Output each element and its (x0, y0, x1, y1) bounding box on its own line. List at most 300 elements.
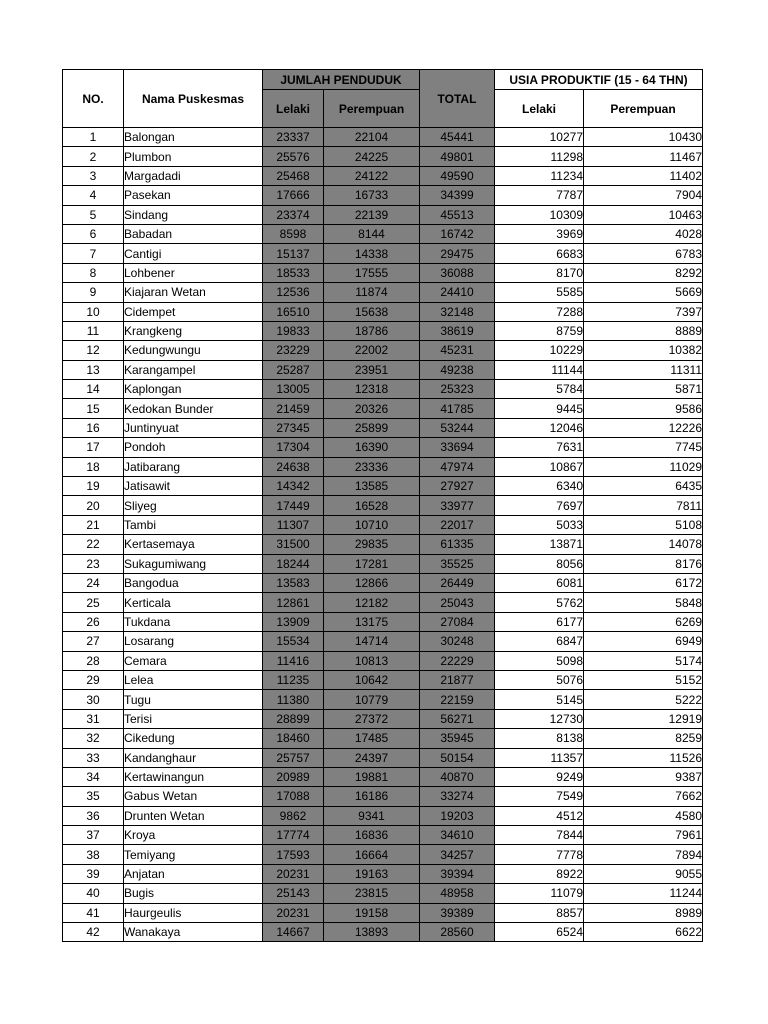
cell-no: 34 (63, 767, 124, 786)
cell-usia-lelaki: 10309 (495, 205, 584, 224)
cell-lelaki: 25576 (263, 147, 324, 166)
cell-usia-lelaki: 5762 (495, 593, 584, 612)
cell-lelaki: 18460 (263, 729, 324, 748)
cell-lelaki: 28899 (263, 709, 324, 728)
cell-usia-perempuan: 6172 (584, 573, 703, 592)
cell-lelaki: 25143 (263, 884, 324, 903)
cell-nama-puskesmas: Margadadi (124, 166, 263, 185)
cell-perempuan: 14338 (324, 244, 420, 263)
cell-perempuan: 16733 (324, 186, 420, 205)
cell-total: 34610 (420, 826, 495, 845)
cell-total: 27927 (420, 477, 495, 496)
cell-lelaki: 17304 (263, 438, 324, 457)
cell-perempuan: 17555 (324, 263, 420, 282)
table-row (63, 205, 703, 224)
cell-no: 1 (63, 128, 124, 147)
cell-total: 22159 (420, 690, 495, 709)
cell-perempuan: 13175 (324, 612, 420, 631)
cell-lelaki: 20231 (263, 903, 324, 922)
cell-total: 33977 (420, 496, 495, 515)
cell-no: 14 (63, 380, 124, 399)
cell-nama-puskesmas: Kaplongan (124, 380, 263, 399)
cell-usia-lelaki: 9249 (495, 767, 584, 786)
cell-no: 24 (63, 573, 124, 592)
cell-usia-lelaki: 10229 (495, 341, 584, 360)
cell-perempuan: 29835 (324, 535, 420, 554)
table-row (63, 651, 703, 670)
cell-usia-perempuan: 7894 (584, 845, 703, 864)
cell-no: 18 (63, 457, 124, 476)
cell-total: 25043 (420, 593, 495, 612)
cell-usia-lelaki: 8170 (495, 263, 584, 282)
cell-total: 26449 (420, 573, 495, 592)
table-row (63, 399, 703, 418)
cell-no: 9 (63, 283, 124, 302)
cell-lelaki: 25468 (263, 166, 324, 185)
table-row (63, 573, 703, 592)
cell-usia-lelaki: 12730 (495, 709, 584, 728)
cell-usia-lelaki: 8056 (495, 554, 584, 573)
population-table (62, 69, 703, 942)
cell-no: 12 (63, 341, 124, 360)
cell-nama-puskesmas: Cantigi (124, 244, 263, 263)
table-row (63, 283, 703, 302)
cell-total: 35525 (420, 554, 495, 573)
table-row (63, 670, 703, 689)
cell-nama-puskesmas: Cidempet (124, 302, 263, 321)
cell-total: 33694 (420, 438, 495, 457)
cell-no: 6 (63, 224, 124, 243)
cell-total: 45513 (420, 205, 495, 224)
cell-usia-perempuan: 6783 (584, 244, 703, 263)
cell-usia-perempuan: 7397 (584, 302, 703, 321)
cell-nama-puskesmas: Pondoh (124, 438, 263, 457)
cell-no: 28 (63, 651, 124, 670)
cell-no: 7 (63, 244, 124, 263)
cell-lelaki: 31500 (263, 535, 324, 554)
cell-no: 19 (63, 477, 124, 496)
cell-nama-puskesmas: Tukdana (124, 612, 263, 631)
cell-lelaki: 25287 (263, 360, 324, 379)
cell-perempuan: 14714 (324, 632, 420, 651)
cell-perempuan: 10642 (324, 670, 420, 689)
cell-usia-lelaki: 6683 (495, 244, 584, 263)
cell-usia-perempuan: 9055 (584, 864, 703, 883)
cell-usia-lelaki: 6524 (495, 923, 584, 942)
cell-lelaki: 23229 (263, 341, 324, 360)
cell-lelaki: 23337 (263, 128, 324, 147)
cell-nama-puskesmas: Kedokan Bunder (124, 399, 263, 418)
table-row (63, 612, 703, 631)
cell-perempuan: 13585 (324, 477, 420, 496)
cell-no: 29 (63, 670, 124, 689)
header-usia-perempuan: Perempuan (584, 90, 703, 128)
cell-total: 28560 (420, 923, 495, 942)
table-row (63, 903, 703, 922)
cell-usia-lelaki: 11357 (495, 748, 584, 767)
cell-nama-puskesmas: Balongan (124, 128, 263, 147)
table-row (63, 535, 703, 554)
cell-total: 45231 (420, 341, 495, 360)
cell-usia-perempuan: 5848 (584, 593, 703, 612)
cell-usia-perempuan: 11311 (584, 360, 703, 379)
cell-total: 47974 (420, 457, 495, 476)
cell-perempuan: 8144 (324, 224, 420, 243)
cell-lelaki: 21459 (263, 399, 324, 418)
cell-no: 22 (63, 535, 124, 554)
cell-perempuan: 24397 (324, 748, 420, 767)
table-row (63, 321, 703, 340)
table-row (63, 826, 703, 845)
cell-no: 37 (63, 826, 124, 845)
cell-usia-lelaki: 6081 (495, 573, 584, 592)
cell-usia-perempuan: 11526 (584, 748, 703, 767)
header-total: TOTAL (420, 70, 495, 128)
cell-lelaki: 17666 (263, 186, 324, 205)
cell-lelaki: 9862 (263, 806, 324, 825)
table-row (63, 360, 703, 379)
cell-usia-lelaki: 6340 (495, 477, 584, 496)
cell-lelaki: 13583 (263, 573, 324, 592)
table-row (63, 341, 703, 360)
table-row (63, 806, 703, 825)
table-row (63, 438, 703, 457)
cell-nama-puskesmas: Kertawinangun (124, 767, 263, 786)
cell-usia-lelaki: 7549 (495, 787, 584, 806)
cell-usia-perempuan: 5871 (584, 380, 703, 399)
cell-perempuan: 17485 (324, 729, 420, 748)
cell-nama-puskesmas: Losarang (124, 632, 263, 651)
cell-nama-puskesmas: Kroya (124, 826, 263, 845)
cell-total: 22229 (420, 651, 495, 670)
cell-usia-perempuan: 8292 (584, 263, 703, 282)
cell-perempuan: 13893 (324, 923, 420, 942)
table-row (63, 729, 703, 748)
cell-total: 25323 (420, 380, 495, 399)
cell-lelaki: 20989 (263, 767, 324, 786)
cell-no: 27 (63, 632, 124, 651)
cell-usia-perempuan: 8989 (584, 903, 703, 922)
cell-total: 49801 (420, 147, 495, 166)
cell-perempuan: 19158 (324, 903, 420, 922)
cell-usia-perempuan: 9387 (584, 767, 703, 786)
cell-perempuan: 25899 (324, 418, 420, 437)
cell-no: 17 (63, 438, 124, 457)
table-row (63, 263, 703, 282)
cell-no: 31 (63, 709, 124, 728)
cell-total: 29475 (420, 244, 495, 263)
cell-nama-puskesmas: Kiajaran Wetan (124, 283, 263, 302)
cell-nama-puskesmas: Jatibarang (124, 457, 263, 476)
cell-usia-lelaki: 10867 (495, 457, 584, 476)
table-row (63, 224, 703, 243)
cell-perempuan: 12866 (324, 573, 420, 592)
cell-lelaki: 12536 (263, 283, 324, 302)
cell-usia-perempuan: 11402 (584, 166, 703, 185)
cell-perempuan: 22002 (324, 341, 420, 360)
table-row (63, 477, 703, 496)
cell-total: 34399 (420, 186, 495, 205)
cell-total: 21877 (420, 670, 495, 689)
header-lelaki: Lelaki (263, 90, 324, 128)
cell-usia-perempuan: 7811 (584, 496, 703, 515)
cell-lelaki: 20231 (263, 864, 324, 883)
cell-no: 5 (63, 205, 124, 224)
cell-lelaki: 17449 (263, 496, 324, 515)
cell-lelaki: 11307 (263, 515, 324, 534)
cell-lelaki: 25757 (263, 748, 324, 767)
cell-usia-perempuan: 12919 (584, 709, 703, 728)
cell-lelaki: 14667 (263, 923, 324, 942)
cell-usia-lelaki: 10277 (495, 128, 584, 147)
cell-perempuan: 11874 (324, 283, 420, 302)
cell-total: 61335 (420, 535, 495, 554)
cell-usia-lelaki: 4512 (495, 806, 584, 825)
table-row (63, 244, 703, 263)
cell-usia-perempuan: 8259 (584, 729, 703, 748)
table-row (63, 787, 703, 806)
cell-perempuan: 16664 (324, 845, 420, 864)
cell-nama-puskesmas: Kertasemaya (124, 535, 263, 554)
cell-nama-puskesmas: Haurgeulis (124, 903, 263, 922)
cell-total: 53244 (420, 418, 495, 437)
cell-nama-puskesmas: Gabus Wetan (124, 787, 263, 806)
table-row (63, 380, 703, 399)
cell-total: 50154 (420, 748, 495, 767)
cell-nama-puskesmas: Cemara (124, 651, 263, 670)
cell-lelaki: 15137 (263, 244, 324, 263)
table-row (63, 515, 703, 534)
cell-perempuan: 22104 (324, 128, 420, 147)
cell-perempuan: 23951 (324, 360, 420, 379)
table-row (63, 748, 703, 767)
cell-usia-perempuan: 11029 (584, 457, 703, 476)
cell-lelaki: 12861 (263, 593, 324, 612)
cell-nama-puskesmas: Bugis (124, 884, 263, 903)
cell-total: 49238 (420, 360, 495, 379)
cell-no: 8 (63, 263, 124, 282)
table-row (63, 496, 703, 515)
cell-usia-perempuan: 10430 (584, 128, 703, 147)
cell-usia-lelaki: 7778 (495, 845, 584, 864)
cell-no: 15 (63, 399, 124, 418)
cell-usia-lelaki: 8138 (495, 729, 584, 748)
cell-nama-puskesmas: Kandanghaur (124, 748, 263, 767)
cell-lelaki: 17088 (263, 787, 324, 806)
cell-lelaki: 23374 (263, 205, 324, 224)
cell-total: 39389 (420, 903, 495, 922)
cell-usia-perempuan: 4580 (584, 806, 703, 825)
cell-usia-lelaki: 8759 (495, 321, 584, 340)
table-row (63, 709, 703, 728)
cell-total: 38619 (420, 321, 495, 340)
cell-usia-lelaki: 11234 (495, 166, 584, 185)
cell-usia-lelaki: 9445 (495, 399, 584, 418)
cell-no: 33 (63, 748, 124, 767)
cell-perempuan: 10813 (324, 651, 420, 670)
cell-no: 21 (63, 515, 124, 534)
cell-nama-puskesmas: Juntinyuat (124, 418, 263, 437)
cell-perempuan: 12182 (324, 593, 420, 612)
cell-lelaki: 14342 (263, 477, 324, 496)
cell-perempuan: 15638 (324, 302, 420, 321)
cell-usia-perempuan: 6435 (584, 477, 703, 496)
cell-nama-puskesmas: Plumbon (124, 147, 263, 166)
table-row (63, 186, 703, 205)
cell-no: 26 (63, 612, 124, 631)
table-row (63, 593, 703, 612)
table-body (63, 128, 703, 942)
cell-usia-lelaki: 13871 (495, 535, 584, 554)
cell-nama-puskesmas: Jatisawit (124, 477, 263, 496)
cell-lelaki: 17593 (263, 845, 324, 864)
cell-no: 38 (63, 845, 124, 864)
cell-no: 23 (63, 554, 124, 573)
cell-nama-puskesmas: Tambi (124, 515, 263, 534)
cell-total: 30248 (420, 632, 495, 651)
cell-total: 41785 (420, 399, 495, 418)
cell-no: 2 (63, 147, 124, 166)
cell-total: 19203 (420, 806, 495, 825)
cell-perempuan: 27372 (324, 709, 420, 728)
cell-usia-lelaki: 12046 (495, 418, 584, 437)
cell-nama-puskesmas: Pasekan (124, 186, 263, 205)
cell-lelaki: 16510 (263, 302, 324, 321)
cell-usia-perempuan: 7961 (584, 826, 703, 845)
cell-lelaki: 13909 (263, 612, 324, 631)
cell-perempuan: 17281 (324, 554, 420, 573)
cell-nama-puskesmas: Kerticala (124, 593, 263, 612)
cell-total: 35945 (420, 729, 495, 748)
header-nama-puskesmas: Nama Puskesmas (124, 70, 263, 128)
cell-usia-perempuan: 5669 (584, 283, 703, 302)
cell-perempuan: 24122 (324, 166, 420, 185)
cell-total: 22017 (420, 515, 495, 534)
cell-usia-lelaki: 5585 (495, 283, 584, 302)
cell-usia-perempuan: 6269 (584, 612, 703, 631)
cell-lelaki: 27345 (263, 418, 324, 437)
cell-perempuan: 24225 (324, 147, 420, 166)
cell-no: 20 (63, 496, 124, 515)
cell-usia-lelaki: 11144 (495, 360, 584, 379)
table-row (63, 864, 703, 883)
cell-nama-puskesmas: Krangkeng (124, 321, 263, 340)
cell-no: 25 (63, 593, 124, 612)
cell-no: 16 (63, 418, 124, 437)
cell-no: 42 (63, 923, 124, 942)
table-row (63, 632, 703, 651)
cell-total: 36088 (420, 263, 495, 282)
cell-usia-lelaki: 7787 (495, 186, 584, 205)
header-jumlah-penduduk: JUMLAH PENDUDUK (263, 70, 420, 90)
table-row (63, 884, 703, 903)
cell-perempuan: 22139 (324, 205, 420, 224)
cell-perempuan: 16186 (324, 787, 420, 806)
cell-perempuan: 19881 (324, 767, 420, 786)
table-row (63, 418, 703, 437)
cell-perempuan: 9341 (324, 806, 420, 825)
cell-no: 11 (63, 321, 124, 340)
cell-lelaki: 18244 (263, 554, 324, 573)
cell-usia-perempuan: 5152 (584, 670, 703, 689)
cell-perempuan: 10779 (324, 690, 420, 709)
cell-usia-perempuan: 10463 (584, 205, 703, 224)
cell-total: 39394 (420, 864, 495, 883)
cell-no: 36 (63, 806, 124, 825)
cell-usia-lelaki: 7288 (495, 302, 584, 321)
cell-usia-lelaki: 8857 (495, 903, 584, 922)
cell-usia-lelaki: 5076 (495, 670, 584, 689)
cell-usia-lelaki: 8922 (495, 864, 584, 883)
cell-usia-perempuan: 6622 (584, 923, 703, 942)
table-row (63, 845, 703, 864)
cell-total: 34257 (420, 845, 495, 864)
cell-nama-puskesmas: Babadan (124, 224, 263, 243)
cell-usia-perempuan: 9586 (584, 399, 703, 418)
cell-perempuan: 16390 (324, 438, 420, 457)
table-row (63, 302, 703, 321)
cell-total: 24410 (420, 283, 495, 302)
cell-usia-perempuan: 5174 (584, 651, 703, 670)
cell-perempuan: 10710 (324, 515, 420, 534)
cell-usia-perempuan: 5222 (584, 690, 703, 709)
header-no: NO. (63, 70, 124, 128)
cell-perempuan: 23336 (324, 457, 420, 476)
header-usia-lelaki: Lelaki (495, 90, 584, 128)
cell-no: 40 (63, 884, 124, 903)
cell-total: 40870 (420, 767, 495, 786)
cell-lelaki: 11235 (263, 670, 324, 689)
cell-lelaki: 13005 (263, 380, 324, 399)
cell-total: 49590 (420, 166, 495, 185)
header-perempuan: Perempuan (324, 90, 420, 128)
cell-nama-puskesmas: Sindang (124, 205, 263, 224)
cell-usia-perempuan: 6949 (584, 632, 703, 651)
cell-usia-perempuan: 8889 (584, 321, 703, 340)
cell-lelaki: 11416 (263, 651, 324, 670)
cell-usia-perempuan: 7745 (584, 438, 703, 457)
cell-perempuan: 16528 (324, 496, 420, 515)
cell-no: 10 (63, 302, 124, 321)
cell-no: 13 (63, 360, 124, 379)
cell-perempuan: 20326 (324, 399, 420, 418)
table-row (63, 128, 703, 147)
cell-nama-puskesmas: Lelea (124, 670, 263, 689)
cell-usia-lelaki: 7697 (495, 496, 584, 515)
cell-usia-lelaki: 6177 (495, 612, 584, 631)
cell-no: 41 (63, 903, 124, 922)
cell-usia-perempuan: 11467 (584, 147, 703, 166)
cell-total: 27084 (420, 612, 495, 631)
cell-usia-perempuan: 7662 (584, 787, 703, 806)
cell-usia-perempuan: 5108 (584, 515, 703, 534)
cell-usia-lelaki: 6847 (495, 632, 584, 651)
cell-nama-puskesmas: Kedungwungu (124, 341, 263, 360)
cell-usia-perempuan: 14078 (584, 535, 703, 554)
cell-nama-puskesmas: Sliyeg (124, 496, 263, 515)
cell-nama-puskesmas: Cikedung (124, 729, 263, 748)
cell-total: 45441 (420, 128, 495, 147)
cell-nama-puskesmas: Drunten Wetan (124, 806, 263, 825)
cell-no: 4 (63, 186, 124, 205)
cell-usia-lelaki: 5033 (495, 515, 584, 534)
cell-total: 32148 (420, 302, 495, 321)
cell-total: 56271 (420, 709, 495, 728)
cell-nama-puskesmas: Tugu (124, 690, 263, 709)
cell-usia-lelaki: 7631 (495, 438, 584, 457)
table-row (63, 457, 703, 476)
cell-perempuan: 18786 (324, 321, 420, 340)
